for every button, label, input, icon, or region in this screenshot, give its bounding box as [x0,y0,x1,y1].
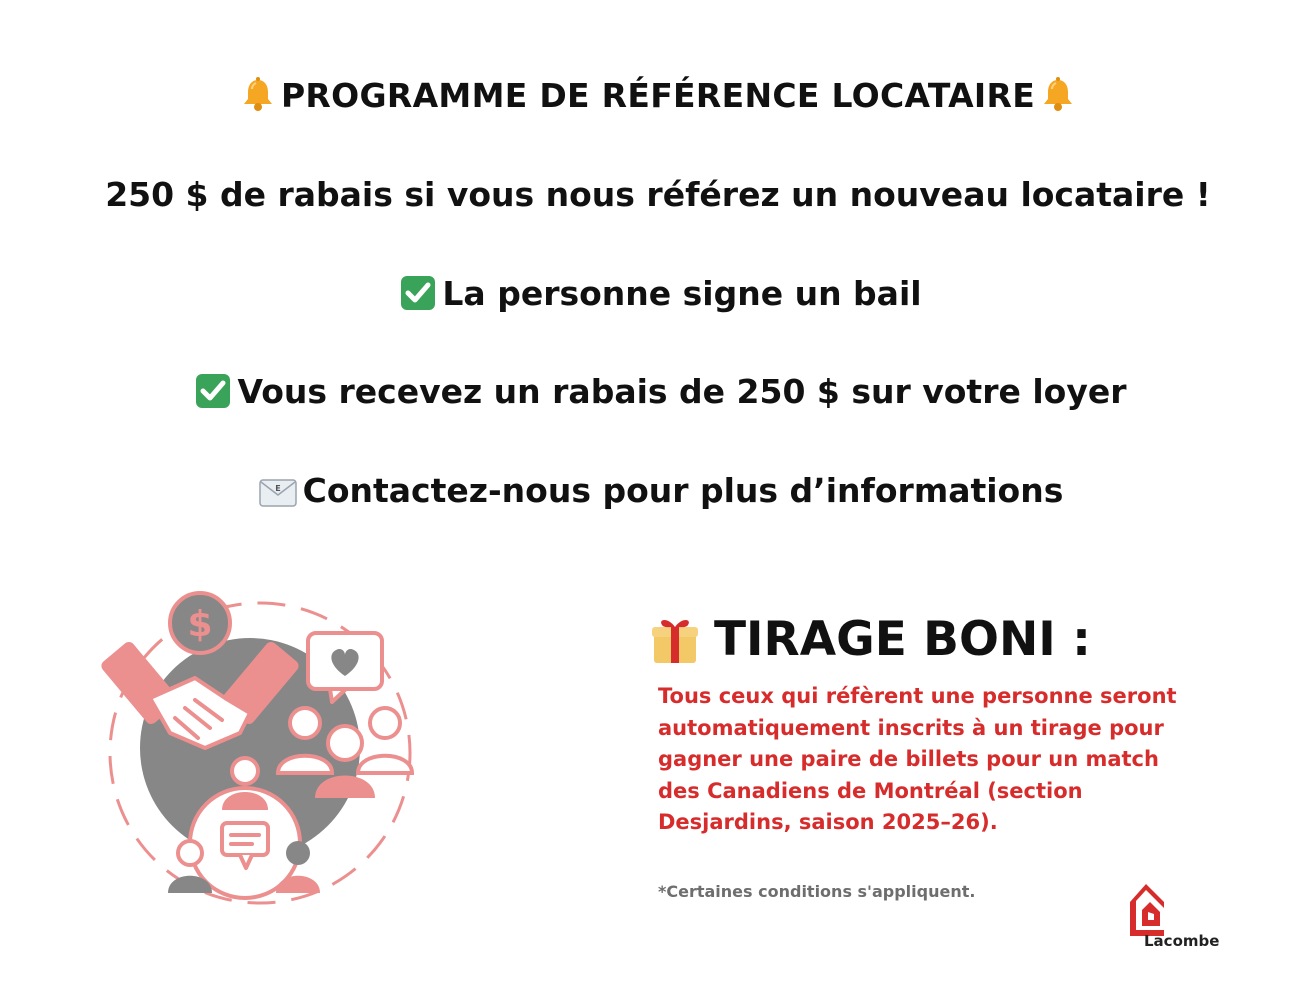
contact-text: Contactez-nous pour plus d’informations [302,471,1064,510]
bonus-title: TIRAGE BONI : [714,612,1091,667]
svg-text:$: $ [187,604,213,645]
contact-line [0,471,1316,510]
house-logo-icon [1126,880,1168,936]
envelope-icon [259,478,297,508]
bell-icon [1041,77,1075,113]
bonus-description: Tous ceux qui réfèrent une personne seront automatiquement inscrits à un tirage pour gagner une paire de billets pour un match des Canadiens de Montréal (section Desjardins, saison 2025–26). [658,684,1177,834]
step-sign-lease-text: La personne signe un bail [442,274,922,313]
offer-headline: 250 $ de rabais si vous nous référez un nouveau locataire ! [105,175,1211,214]
program-heading [0,76,1316,115]
referral-handshake-icon [100,588,420,908]
step-sign-lease [0,274,1316,313]
gift-icon [650,615,700,665]
bonus-heading [650,612,1210,667]
bell-icon [241,77,275,113]
bonus-draw-section [650,612,1210,839]
check-box-icon [195,373,231,409]
conditions-note: *Certaines conditions s'appliquent. [658,882,976,901]
company-logo [1124,880,1224,952]
check-box-icon [400,275,436,311]
svg-text:E: E [274,484,281,493]
step-receive-discount-text: Vous recevez un rabais de 250 $ sur votre loyer [237,372,1127,411]
logo-wordmark: Lacombe [1144,932,1220,950]
program-title: PROGRAMME DE RÉFÉRENCE LOCATAIRE [280,76,1036,115]
step-receive-discount [0,372,1316,411]
